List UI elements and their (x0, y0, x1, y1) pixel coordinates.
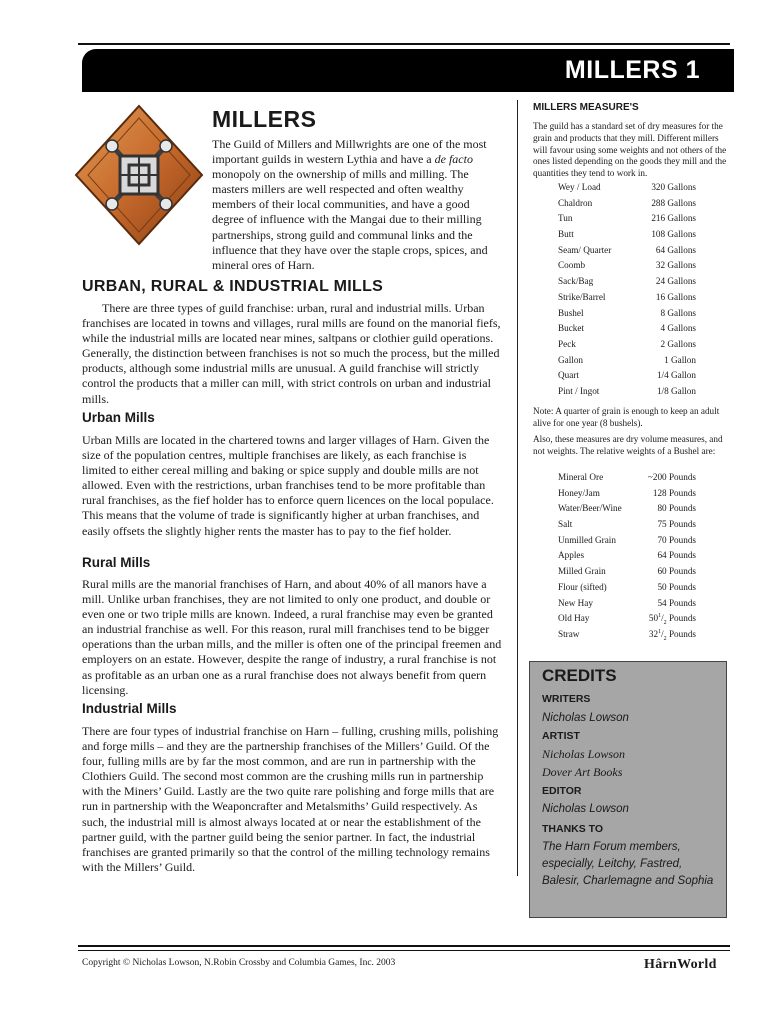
table-row (558, 566, 696, 582)
column-divider (517, 100, 518, 876)
section-heading: URBAN, RURAL & INDUSTRIAL MILLS (82, 278, 384, 295)
editor-value: Nicholas Lowson (542, 803, 629, 815)
row-value: 70 Pounds (657, 534, 696, 545)
table-row (558, 182, 696, 198)
row-name: Peck (558, 338, 576, 349)
rural-mills-paragraph: Rural mills are the manorial franchises of Harn, and about 40% of all manors have a mill. Unlike urban franchises, they are not limited to only one product, and double or even one or two triple mills are known. Indeed, a rural franchise may even be granted an industrial franchise as well. For this reason, rural mill franchises tend to be bigger operations than the urban mills, and the miller is often one of the principal freemen and employers on an estate. However, despite the range of industry, a rural franchise is not as profitable as an urban one as a rural franchise does not always benefit from quern licensing. (82, 577, 502, 697)
row-name: Quart (558, 370, 579, 381)
row-value: 75 Pounds (657, 519, 696, 530)
row-value: 16 Gallons (655, 291, 696, 302)
row-name: Bucket (558, 323, 585, 334)
page-title: MILLERS (212, 106, 317, 132)
guild-emblem-icon (74, 104, 204, 246)
table-row (558, 323, 696, 339)
copyright-text: Copyright © Nicholas Lowson, N.Robin Crossby and Columbia Games, Inc. 2003 (82, 958, 396, 968)
row-name: Pint / Ingot (558, 385, 600, 396)
credits-title: CREDITS (542, 666, 617, 685)
row-name: Honey/Jam (558, 487, 600, 498)
table-row (558, 598, 696, 614)
thanks-value: The Harn Forum members, especially, Leitchy, Fastred, Balesir, Charlemagne and Sophia (542, 841, 714, 887)
row-name: Chaldron (558, 197, 593, 208)
row-value: 50 Pounds (657, 581, 696, 592)
row-value: 1 Gallon (664, 354, 696, 365)
table-row (558, 488, 696, 504)
table-row (558, 276, 696, 292)
table-row (558, 198, 696, 214)
writers-label: WRITERS (542, 693, 591, 705)
table-row: Old Hay $50^1/_2$ Pounds (558, 613, 696, 627)
row-name: Wey / Load (558, 182, 601, 192)
footer-rule-thin (78, 950, 730, 951)
weights-table (558, 472, 696, 645)
editor-label: EDITOR (542, 785, 582, 797)
rural-mills-heading: Rural Mills (82, 555, 151, 570)
section-paragraph: There are three types of guild franchise: urban, rural and industrial mills. Urban franchises are located in towns and villages, rural mills are found on the manorial fiefs, while the industrial mills are located near mines, saltpans or clothier guild operations. Generally, the distinction between franchises is not so much the process, but the milled products, although some industrial mills are unusual. A guild franchise will strictly control the products that a miller can mill, with strict controls on urban and industrial mills. (82, 301, 501, 406)
table-row (558, 386, 696, 402)
measures-table (558, 182, 696, 402)
row-value: 108 Gallons (651, 229, 696, 240)
table-row (558, 229, 696, 245)
table-row (558, 355, 696, 371)
table-row (558, 339, 696, 355)
row-name: Bushel (558, 307, 584, 318)
row-name: Seam/ Quarter (558, 244, 612, 255)
table-row (558, 582, 696, 598)
table-row (558, 213, 696, 229)
row-name: Butt (558, 229, 574, 240)
industrial-mills-heading: Industrial Mills (82, 701, 177, 716)
row-value: 80 Pounds (657, 503, 696, 514)
page-header-title: MILLERS 1 (564, 56, 700, 84)
brand-logo: HârnWorld (644, 957, 717, 972)
measures-intro: The guild has a standard set of dry measures for the grain and products that they mill. Different millers will favour using some weights and not others of the ones listed depending on the goods they mill and the quantities they tend to work in. (533, 121, 727, 179)
row-value: 128 Pounds (652, 487, 696, 498)
row-name: Tun (558, 213, 573, 224)
artist-value-1: Nicholas Lowson (542, 747, 626, 761)
row-name: New Hay (558, 597, 593, 608)
table-row (558, 260, 696, 276)
row-value: 288 Gallons (651, 197, 696, 208)
table-row (558, 472, 696, 488)
table-row (558, 550, 696, 566)
table-row (558, 292, 696, 308)
row-value: 4 Gallons (660, 323, 696, 334)
writers-value: Nicholas Lowson (542, 712, 629, 724)
row-value: 54 Pounds (657, 597, 696, 608)
row-value: ~200 Pounds (647, 472, 696, 482)
row-name: Mineral Ore (558, 472, 604, 482)
row-name: Milled Grain (558, 566, 606, 577)
row-value: 2 Gallons (660, 338, 696, 349)
table-row (558, 308, 696, 324)
row-value: 1/4 Gallon (656, 370, 696, 381)
row-value: 60 Pounds (657, 566, 696, 577)
table-row (558, 519, 696, 535)
row-name: Water/Beer/Wine (558, 503, 622, 514)
row-name: Gallon (558, 354, 584, 365)
urban-mills-heading: Urban Mills (82, 410, 155, 425)
thanks-label: THANKS TO (542, 823, 604, 835)
artist-value-2: Dover Art Books (542, 765, 623, 779)
row-name: Apples (558, 550, 585, 561)
row-value: 320 Gallons (651, 182, 696, 192)
row-name: Sack/Bag (558, 276, 594, 287)
measures-note: Note: A quarter of grain is enough to keep an adult alive for one year (8 bushels). (533, 406, 720, 428)
row-name: Flour (sifted) (558, 581, 607, 592)
row-value: 64 Pounds (657, 550, 696, 561)
row-value: 24 Gallons (655, 276, 696, 287)
row-name: Strike/Barrel (558, 291, 606, 302)
artist-label: ARTIST (542, 730, 580, 742)
row-value: 32 Gallons (655, 260, 696, 271)
intro-paragraph: The Guild of Millers and Millwrights are one of the most important guilds in western Lythia and have a de facto monopoly on the ownership of mills and milling. The masters millers are well respected and often wealthy members of their local communities, and have a good degree of influence with the Mangai due to their milling partnerships, strong guild and communal links and the influence that they have over the staple crops, spices, and mineral ores of Harn. (212, 137, 488, 272)
credits-box (529, 661, 727, 918)
row-name: Unmilled Grain (558, 534, 616, 545)
urban-mills-paragraph: Urban Mills are located in the chartered towns and larger villages of Harn. Given the size of the population centres, multiple franchises are likely, as each franchise is limited to either cereal milling and baking or spice supply and double mills are not allowed. Even with the restrictions, urban franchises tend to be more profitable than rural franchises, as the fief holder has to enforce quern licences on the local populace. This means that the volume of trade is significantly higher at urban franchises, and easily offsets the slightly higher rents the master has to pay to the fief holder. (82, 433, 494, 538)
header-rule (78, 43, 730, 45)
footer-rule (78, 945, 730, 947)
row-name: Salt (558, 519, 573, 530)
table-row (558, 245, 696, 261)
measures-also: Also, these measures are dry volume measures, and not weights. The relative weights of a Bushel are: (533, 434, 723, 456)
row-value: 216 Gallons (651, 213, 696, 224)
table-row (558, 503, 696, 519)
table-row (558, 535, 696, 551)
measures-heading: MILLERS MEASURE'S (533, 102, 639, 113)
table-row: Straw $32^1/_2$ Pounds (558, 628, 696, 642)
row-name: Coomb (558, 260, 586, 271)
table-row (558, 370, 696, 386)
row-value: 8 Gallons (660, 307, 696, 318)
header-bar (82, 49, 734, 92)
row-value: 1/8 Gallon (656, 385, 696, 396)
row-value: 64 Gallons (655, 244, 696, 255)
industrial-mills-paragraph: There are four types of industrial franchise on Harn – fulling, crushing mills, polishing and forge mills – and they are the partnership franchises of the Millers’ Guild. Of the four, fulling mills are by far the most common, and are run in partnership with the Clothiers Guild. The second most common are the crushing mills run in partnership with the Miners’ Guild. Lastly are the two quite rare polishing and forge mills that are run in partnership with the Weaponcrafter and Metalsmiths’ Guild respectively. As such, the industrial mill is almost always located at or near the establishment of the partner guild, with the partner guild being the senior partner. In fact, the industrial franchises are granted primarily so that the control of the milling technology remains with the Millers’ Guild. (82, 724, 499, 874)
